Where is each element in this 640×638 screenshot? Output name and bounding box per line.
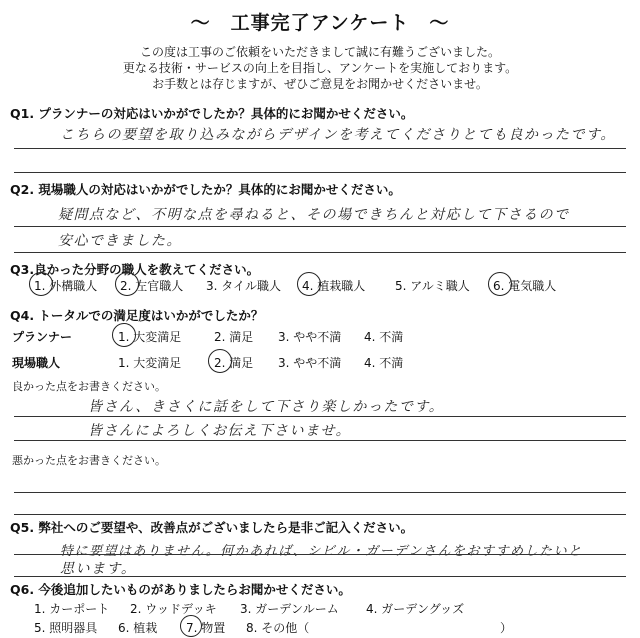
q4-bad-rule-1 (14, 492, 626, 493)
q4-worker-label: 現場職人 (12, 356, 61, 370)
q5-question: Q5. 弊社へのご要望や、改善点がございましたら是非ご記入ください。 (10, 520, 414, 535)
q4-bad-label: 悪かった点をお書きください。 (12, 454, 166, 467)
q1-line-2 (14, 172, 626, 173)
q3-option-2[interactable]: 2. 左官職人 (120, 279, 184, 293)
q4-planner-option-4[interactable]: 4. 不満 (364, 330, 404, 344)
q6-close-paren: ） (500, 621, 513, 635)
intro-line-1: この度は工事のご依頼をいただきまして誠に有難うございました。 (139, 45, 500, 59)
q6-option-5[interactable]: 5. 照明器具 (34, 621, 98, 635)
q4-worker-selected-mark (208, 349, 232, 373)
q3-selected-mark-1 (29, 272, 53, 296)
q5-rule-1 (14, 554, 626, 555)
q6-option-7[interactable]: 7. 物置 (186, 621, 226, 635)
q4-planner-option-2[interactable]: 2. 満足 (214, 330, 254, 344)
q4-good-label: 良かった点をお書きください。 (12, 380, 166, 393)
q6-option-8[interactable]: 8. その他（ (246, 621, 310, 635)
q3-selected-mark-2 (115, 272, 139, 296)
q4-planner-label: プランナー (12, 330, 73, 344)
page-title: ～ 工事完了アンケート ～ (190, 12, 450, 34)
q5-answer-line-1: 特に要望はありません。何かあれば、シビル・ガーデンさんをおすすめしたいと (60, 544, 583, 559)
q3-option-1[interactable]: 1. 外構職人 (34, 279, 98, 293)
q2-question: Q2. 現場職人の対応はいかがでしたか？具体的にお聞かせください。 (10, 182, 401, 197)
q6-option-4[interactable]: 4. ガーデングッズ (366, 602, 465, 616)
q4-worker-option-4[interactable]: 4. 不満 (364, 356, 404, 370)
q6-option-6[interactable]: 6. 植栽 (118, 621, 158, 635)
q6-option-2[interactable]: 2. ウッドデッキ (130, 602, 217, 616)
q3-option-5[interactable]: 5. アルミ職人 (395, 279, 470, 293)
q4-good-line-2: 皆さんによろしくお伝え下さいませ。 (88, 423, 352, 439)
q6-option-3[interactable]: 3. ガーデンルーム (240, 602, 339, 616)
q4-good-rule-1 (14, 416, 626, 417)
q4-worker-option-3[interactable]: 3. やや不満 (278, 356, 342, 370)
q5-rule-2 (14, 576, 626, 577)
q6-question: Q6. 今後追加したいものがありましたらお聞かせください。 (10, 582, 351, 597)
q2-answer-line-2: 安心できました。 (58, 233, 182, 249)
q4-bad-rule-2 (14, 514, 626, 515)
q4-good-line-1: 皆さん、きさくに話をして下さり楽しかったです。 (88, 399, 445, 415)
q4-planner-selected-mark (112, 323, 136, 347)
q2-line-2 (14, 252, 626, 253)
q1-question: Q1. プランナーの対応はいかがでしたか？具体的にお聞かせください。 (10, 106, 414, 121)
intro-line-3: お手数とは存じますが、ぜひご意見をお聞かせくださいませ。 (152, 77, 488, 91)
q6-selected-mark-7 (180, 615, 202, 637)
q4-planner-option-3[interactable]: 3. やや不満 (278, 330, 342, 344)
q1-answer: こちらの要望を取り込みながらデザインを考えてくださりとても良かったです。 (60, 127, 616, 143)
q1-line-1 (14, 148, 626, 149)
q4-question: Q4. トータルでの満足度はいかがでしたか？ (10, 308, 264, 323)
q4-worker-option-2[interactable]: 2. 満足 (214, 356, 254, 370)
q2-answer-line-1: 疑問点など、不明な点を尋ねると、その場できちんと対応して下さるので (58, 207, 570, 223)
q3-selected-mark-4 (297, 272, 321, 296)
q4-good-rule-2 (14, 440, 626, 441)
q3-question: Q3.良かった分野の職人を教えてください。 (10, 262, 260, 277)
q6-option-1[interactable]: 1. カーポート (34, 602, 110, 616)
q2-line-1 (14, 226, 626, 227)
q3-option-3[interactable]: 3. タイル職人 (206, 279, 282, 293)
q5-answer-line-2: 思います。 (60, 561, 137, 577)
q3-selected-mark-6 (488, 272, 512, 296)
q4-planner-option-1[interactable]: 1. 大変満足 (118, 330, 182, 344)
intro-line-2: 更なる技術・サービスの向上を目指し、アンケートを実施しております。 (122, 61, 518, 75)
q4-worker-option-1[interactable]: 1. 大変満足 (118, 356, 182, 370)
q3-option-4[interactable]: 4. 植栽職人 (302, 279, 366, 293)
q3-option-6[interactable]: 6. 電気職人 (493, 279, 557, 293)
